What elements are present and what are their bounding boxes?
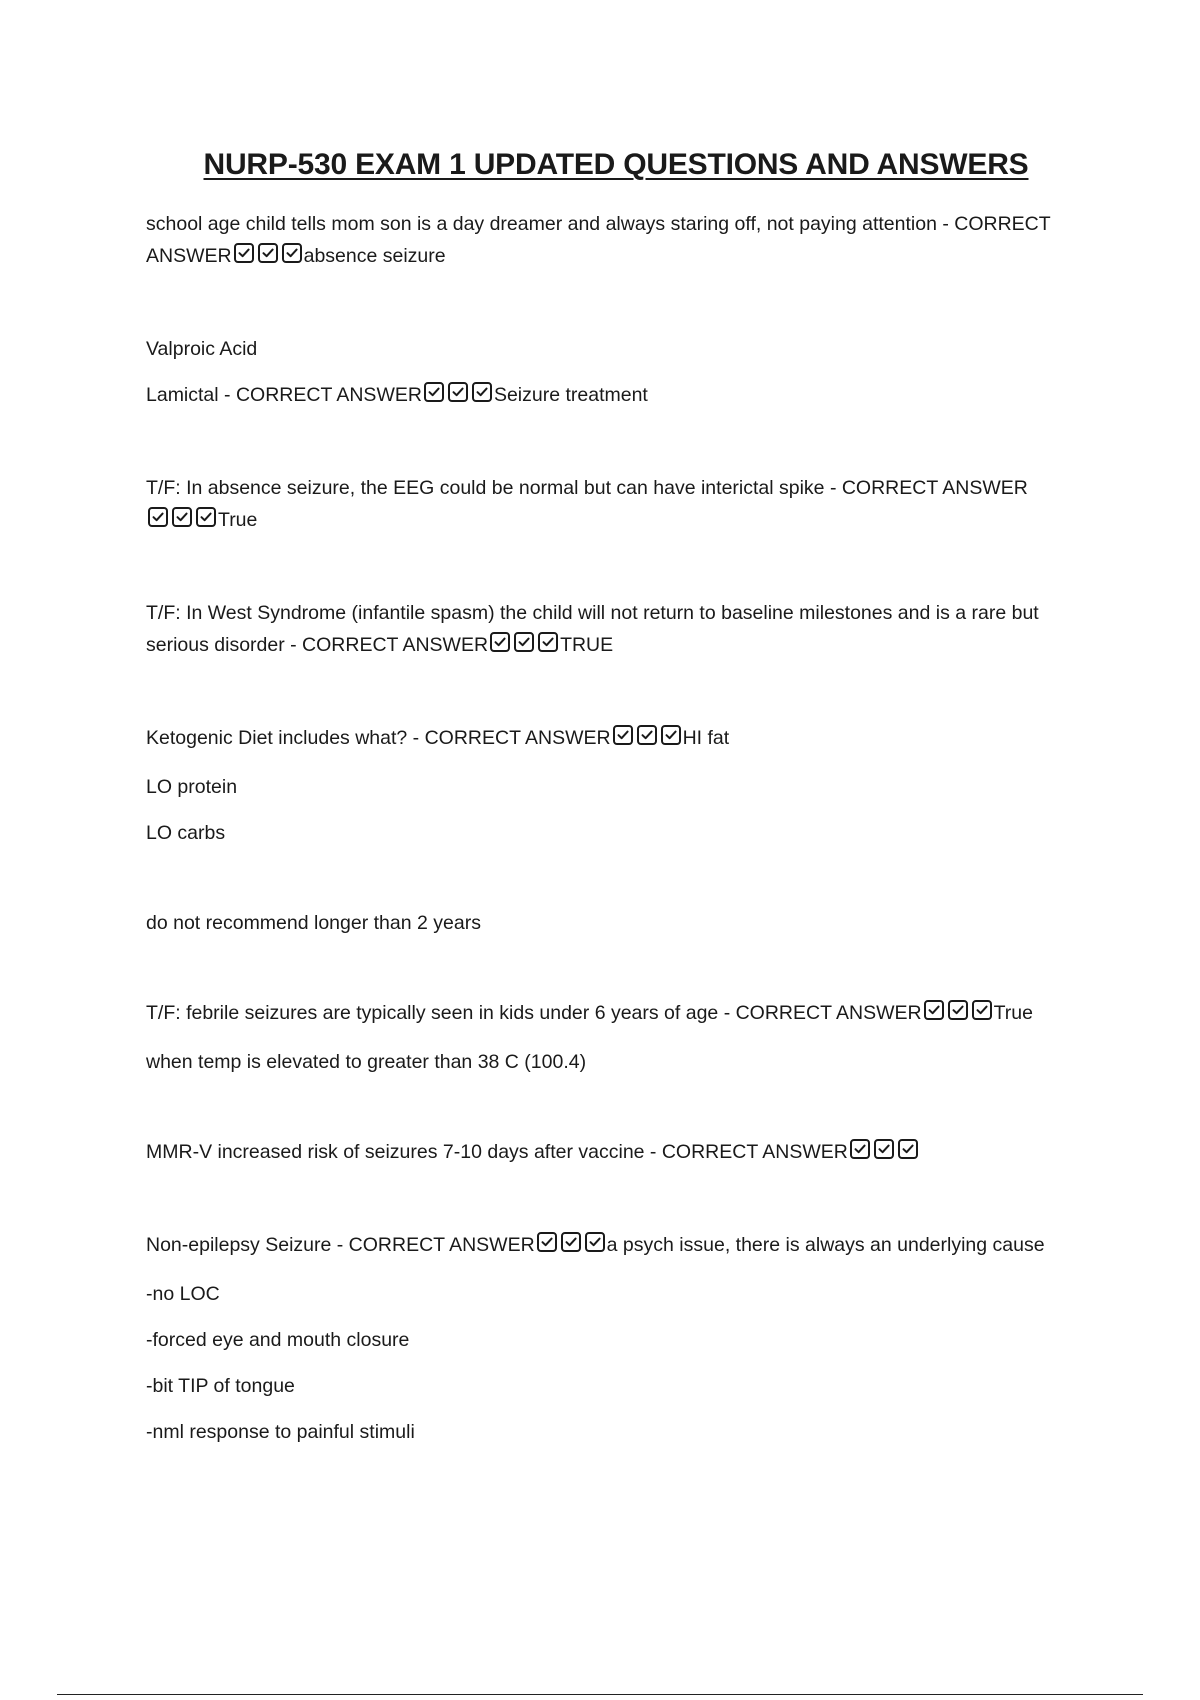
checkbox-checked-icon	[148, 507, 168, 527]
checkbox-checked-icon	[874, 1139, 894, 1159]
question-text: Ketogenic Diet includes what? - CORRECT ANSWER	[146, 727, 611, 749]
checkbox-checked-icon	[948, 1000, 968, 1020]
checkbox-checked-icon	[585, 1232, 605, 1252]
answer-extra-line: when temp is elevated to greater than 38 C (100.4)	[146, 1051, 587, 1073]
checkbox-checked-icon	[537, 1232, 557, 1252]
qa-item	[146, 1229, 1091, 1264]
answer-text: Seizure treatment	[493, 384, 648, 406]
checkbox-checked-icon	[514, 632, 534, 652]
question-text: school age child tells mom son is a day dreamer and always staring off, not paying attention - CORRECT ANSWER	[146, 213, 1051, 267]
qa-item	[146, 208, 1091, 275]
answer-checks	[232, 243, 304, 275]
answer-extra-line: -forced eye and mouth closure	[146, 1329, 410, 1351]
answer-extra-line: -nml response to painful stimuli	[146, 1421, 415, 1443]
checkbox-checked-icon	[561, 1232, 581, 1252]
checkbox-checked-icon	[924, 1000, 944, 1020]
checkbox-checked-icon	[172, 507, 192, 527]
answer-checks	[848, 1139, 920, 1171]
qa-item	[146, 1136, 1091, 1171]
checkbox-checked-icon	[538, 632, 558, 652]
question-text: Lamictal - CORRECT ANSWER	[146, 384, 422, 406]
checkbox-checked-icon	[850, 1139, 870, 1159]
checkbox-checked-icon	[472, 382, 492, 402]
checkbox-checked-icon	[424, 382, 444, 402]
answer-checks	[611, 725, 683, 757]
document-body	[146, 208, 1091, 1448]
qa-item	[146, 597, 1091, 664]
qa-item	[146, 472, 1091, 539]
answer-checks	[488, 632, 560, 664]
answer-text: True	[993, 1002, 1033, 1024]
question-text: Non-epilepsy Seizure - CORRECT ANSWER	[146, 1234, 535, 1256]
document-title: NURP-530 EXAM 1 UPDATED QUESTIONS AND ANSWERS	[203, 148, 1029, 181]
checkbox-checked-icon	[258, 243, 278, 263]
answer-extra-line: LO protein	[146, 776, 238, 798]
answer-extra-line: LO carbs	[146, 822, 226, 844]
footer-divider	[57, 1694, 1143, 1695]
checkbox-checked-icon	[972, 1000, 992, 1020]
answer-extra-line: -bit TIP of tongue	[146, 1375, 295, 1397]
checkbox-checked-icon	[234, 243, 254, 263]
checkbox-checked-icon	[637, 725, 657, 745]
question-prefix-line: Valproic Acid	[146, 338, 258, 360]
answer-text: HI fat	[682, 727, 730, 749]
answer-checks	[146, 507, 218, 539]
question-text: MMR-V increased risk of seizures 7-10 days after vaccine - CORRECT ANSWER	[146, 1141, 848, 1163]
checkbox-checked-icon	[448, 382, 468, 402]
answer-checks	[922, 1000, 994, 1032]
qa-item	[146, 722, 1091, 757]
qa-item	[146, 997, 1091, 1032]
answer-checks	[422, 382, 494, 414]
question-text: T/F: In absence seizure, the EEG could be normal but can have interictal spike - CORRECT ANSWER	[146, 477, 1028, 499]
answer-extra-line: -no LOC	[146, 1283, 220, 1305]
answer-checks	[535, 1232, 607, 1264]
answer-extra-line: do not recommend longer than 2 years	[146, 912, 481, 934]
question-text: T/F: febrile seizures are typically seen in kids under 6 years of age - CORRECT ANSWER	[146, 1002, 922, 1024]
checkbox-checked-icon	[613, 725, 633, 745]
answer-text: True	[218, 509, 258, 531]
checkbox-checked-icon	[196, 507, 216, 527]
checkbox-checked-icon	[490, 632, 510, 652]
answer-text: TRUE	[560, 634, 614, 656]
checkbox-checked-icon	[282, 243, 302, 263]
checkbox-checked-icon	[661, 725, 681, 745]
question-text: T/F: In West Syndrome (infantile spasm) the child will not return to baseline milestones and is a rare but serious disorder - CORRECT ANSWER	[146, 602, 1039, 656]
answer-text: a psych issue, there is always an underlying cause	[606, 1234, 1045, 1256]
qa-item	[146, 379, 1091, 414]
checkbox-checked-icon	[898, 1139, 918, 1159]
answer-text: absence seizure	[303, 245, 446, 267]
